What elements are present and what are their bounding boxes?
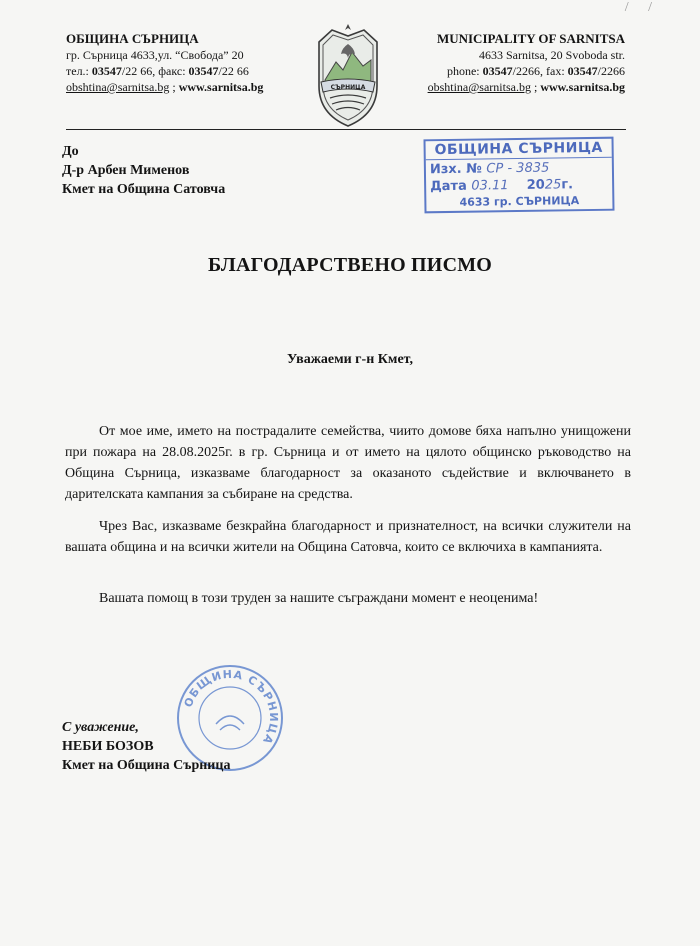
address-en: 4633 Sarnitsa, 20 Svoboda str. xyxy=(479,48,625,62)
header-divider xyxy=(66,129,626,130)
municipality-name-en: MUNICIPALITY OF SARNITSA xyxy=(436,31,625,46)
paragraph-3: Вашата помощ в този труден за нашите съграждани момент е неоценима! xyxy=(99,591,539,606)
stamp-number-row: Изх. № СР - 3835 xyxy=(429,160,550,178)
web-contacts-en: obshtina@sarnitsa.bg ; www.sarnitsa.bg xyxy=(427,80,625,94)
crest-banner-text: СЪРНИЦА xyxy=(330,84,366,91)
recipient-block xyxy=(62,142,225,199)
address-bg: гр. Сърница 4633,ул. “Свобода” 20 xyxy=(66,48,244,62)
page-edge-mark: / / xyxy=(624,0,660,15)
recipient-position: Кмет на Община Сатовча xyxy=(62,182,226,197)
municipality-crest-icon xyxy=(312,22,384,130)
stamp-city: 4633 гр. СЪРНИЦА xyxy=(459,194,580,209)
recipient-name: Д-р Арбен Мименов xyxy=(62,163,190,178)
stamp-title: ОБЩИНА СЪРНИЦА xyxy=(434,139,603,159)
contacts-en: phone: 03547/2266, fax: 03547/2266 xyxy=(446,64,625,78)
recipient-to: До xyxy=(62,144,79,159)
email-link-en[interactable]: obshtina@sarnitsa.bg xyxy=(427,80,531,94)
stamp-date-value: 03.11 xyxy=(471,178,509,194)
web-contacts-bg: obshtina@sarnitsa.bg ; www.sarnitsa.bg xyxy=(66,80,264,94)
paragraph-1: От мое име, името на пострадалите семейства, чиито домове бяха напълно унищожени при пожара на 28.08.2025г. в гр. Сърница и от името на цялото общинско ръководство на Община Сърница, изказваме благодарност за оказаното съдействие и включването в дарителската кампания за събиране на средства. xyxy=(65,424,631,502)
municipality-name-bg: ОБЩИНА СЪРНИЦА xyxy=(66,31,199,46)
contacts-bg: тел.: 03547/22 66, факс: 03547/22 66 xyxy=(66,64,249,78)
header-english xyxy=(428,31,625,95)
website-link-en[interactable]: www.sarnitsa.bg xyxy=(540,80,625,94)
email-link-bg[interactable]: obshtina@sarnitsa.bg xyxy=(66,80,170,94)
paragraph-2: Чрез Вас, изказваме безкрайна благодарност и признателност, на всички служители на вашата община и на всички жители на Община Сатовча, които се включиха в кампанията. xyxy=(65,519,631,555)
signer-name: НЕБИ БОЗОВ xyxy=(62,739,154,754)
letter-title: БЛАГОДАРСТВЕНО ПИСМО xyxy=(207,254,493,276)
stamp-date-row: Дата 03.11 2025г. xyxy=(430,177,574,195)
stamp-number-value: СР - 3835 xyxy=(486,160,550,177)
registry-stamp xyxy=(423,137,614,214)
closing-regards: С уважение, xyxy=(62,720,139,735)
website-link-bg[interactable]: www.sarnitsa.bg xyxy=(178,80,264,94)
signature-block xyxy=(62,718,230,775)
salutation: Уважаеми г-н Кмет, xyxy=(287,352,413,367)
signer-position: Кмет на Община Сърница xyxy=(62,758,231,773)
round-stamp-text: ОБЩИНА СЪРНИЦА xyxy=(181,667,281,747)
header-bulgarian xyxy=(66,31,263,95)
